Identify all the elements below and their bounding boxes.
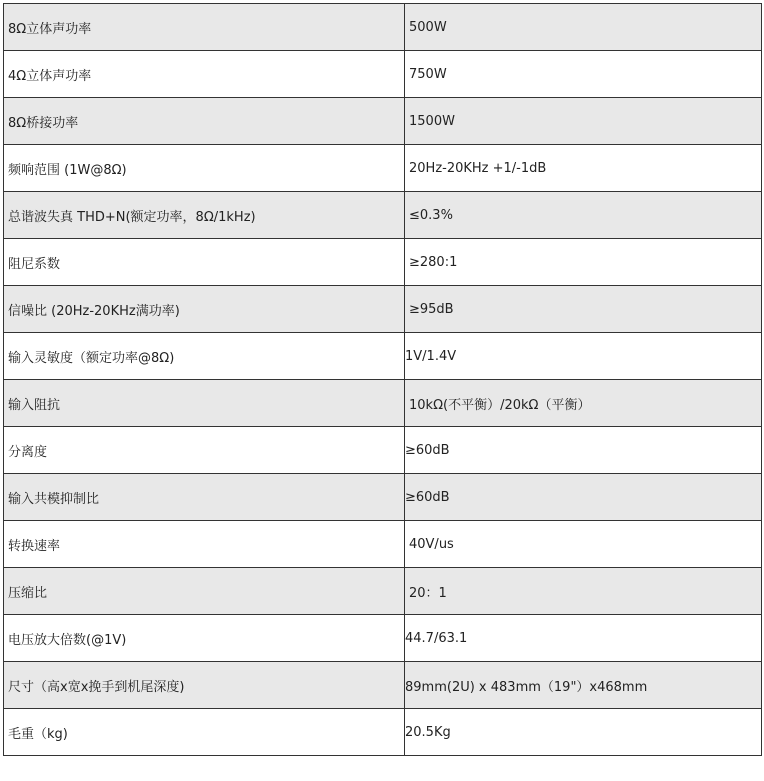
table-row	[4, 662, 762, 709]
spec-label: 输入灵敏度（额定功率@8Ω)	[4, 333, 405, 380]
spec-label: 输入共模抑制比	[4, 474, 405, 521]
spec-value: 1V/1.4V	[405, 333, 762, 380]
table-row	[4, 427, 762, 474]
spec-label: 电压放大倍数(@1V)	[4, 615, 405, 662]
spec-label: 总谐波失真 THD+N(额定功率，8Ω/1kHz)	[4, 192, 405, 239]
spec-value: ≥60dB	[405, 427, 762, 474]
spec-label: 毛重（kg)	[4, 709, 405, 756]
spec-value: 44.7/63.1	[405, 615, 762, 662]
spec-value: ≥95dB	[405, 286, 762, 333]
spec-label: 分离度	[4, 427, 405, 474]
spec-value: ≤0.3%	[405, 192, 762, 239]
table-row	[4, 380, 762, 427]
spec-value: 20Hz-20KHz +1/-1dB	[405, 145, 762, 192]
table-row	[4, 192, 762, 239]
spec-value: 1500W	[405, 98, 762, 145]
table-row	[4, 4, 762, 51]
table-row	[4, 145, 762, 192]
spec-label: 尺寸（高x宽x挽手到机尾深度)	[4, 662, 405, 709]
spec-label: 压缩比	[4, 568, 405, 615]
spec-value: 89mm(2U) x 483mm（19"）x468mm	[405, 662, 762, 709]
table-row	[4, 333, 762, 380]
spec-label: 信噪比 (20Hz-20KHz满功率)	[4, 286, 405, 333]
table-row	[4, 51, 762, 98]
spec-value: ≥280:1	[405, 239, 762, 286]
spec-label: 阻尼系数	[4, 239, 405, 286]
spec-value: 750W	[405, 51, 762, 98]
spec-label: 8Ω立体声功率	[4, 4, 405, 51]
table-row	[4, 709, 762, 756]
spec-value: 20：1	[405, 568, 762, 615]
table-row	[4, 474, 762, 521]
table-row	[4, 521, 762, 568]
table-row	[4, 286, 762, 333]
table-row	[4, 239, 762, 286]
spec-label: 输入阻抗	[4, 380, 405, 427]
table-row	[4, 568, 762, 615]
spec-value: 500W	[405, 4, 762, 51]
spec-value: 10kΩ(不平衡）/20kΩ（平衡）	[405, 380, 762, 427]
table-row	[4, 98, 762, 145]
spec-label: 4Ω立体声功率	[4, 51, 405, 98]
spec-label: 频响范围 (1W@8Ω)	[4, 145, 405, 192]
spec-label: 8Ω桥接功率	[4, 98, 405, 145]
spec-value: ≥60dB	[405, 474, 762, 521]
table-row	[4, 615, 762, 662]
spec-label: 转换速率	[4, 521, 405, 568]
spec-value: 20.5Kg	[405, 709, 762, 756]
spec-value: 40V/us	[405, 521, 762, 568]
spec-table	[3, 3, 762, 756]
